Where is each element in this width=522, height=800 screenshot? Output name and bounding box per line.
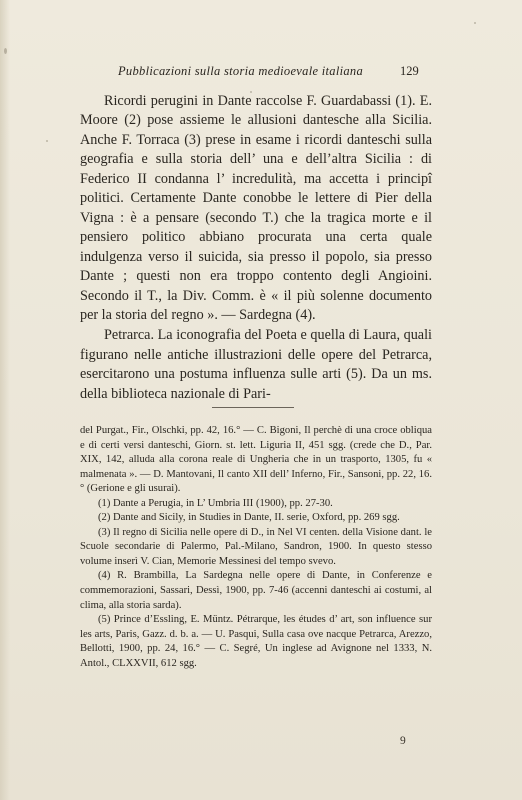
- paragraph: Ricordi perugini in Dante raccolse F. Guardabassi (1). E. Moore (2) pose assieme le allusioni dantesche alla Sicilia. Anche F. Torraca (3) prese in esame i ricordi danteschi sulla geografia e sulla storia dell’ una e dell’altra Sicilia : di Federico II condanna l’ incredulità, ma accetta i principî politici. Certamente Dante conobbe le lettere di Pier della Vigna : è a pensare (secondo T.) che la tragica morte e il pensiero politico abbiano procurata una certa quale indulgenza verso il suicida, sia presso il popolo, sia presso Dante ; questi non era troppo contento degli Angioini. Secondo il T., la Div. Comm. è « il più solenne documento per la storia del regno ». — Sardegna (4).: [80, 93, 432, 323]
- running-header: Pubblicazioni sulla storia medioevale italiana: [118, 64, 364, 78]
- paragraph: Petrarca. La iconografia del Poeta e quella di Laura, quali figurano nelle antiche illustrazioni delle opere del Petrarca, esercitarono una postuma influenza sulle arti (5). Da un ms. della biblioteca nazionale di Pari-: [80, 327, 432, 402]
- main-text: [80, 92, 432, 404]
- footnotes: [80, 424, 432, 671]
- page-edge-shadow: [0, 0, 10, 800]
- footnote-continuation: del Purgat., Fir., Olschki, pp. 42, 16.° — C. Bigoni, Il perchè di una croce obliqua e di certi versi danteschi, Giorn. st. lett. Liguria II, 451 sgg. (crede che D., Par. XIX, 142, alluda alla corona reale di Ungheria che in un trasporto, 1305, fu « malmenata ». — D. Mantovani, Il canto XII dell’ Inferno, Fir., Sansoni, pp. 22, 16.° (Gerione e gli usurai).: [80, 425, 432, 495]
- paper-speck: [46, 140, 48, 142]
- paper-speck: [4, 48, 7, 54]
- footnote: (2) Dante and Sicily, in Studies in Dante, II. serie, Oxford, pp. 269 sgg.: [98, 512, 400, 524]
- footnote-separator: [212, 407, 294, 408]
- page-number: 129: [400, 64, 419, 78]
- footnote: (1) Dante a Perugia, in L’ Umbria III (1900), pp. 27-30.: [98, 497, 333, 509]
- paper-speck: [474, 22, 476, 24]
- signature-mark: 9: [400, 735, 406, 747]
- footnote: (5) Prince d’Essling, E. Müntz. Pétrarque, les études d’ art, son influence sur les arts, Paris, Gazz. d. b. a. — U. Pasqui, Sulla casa ove nacque Petrarca, Arezzo, Bellotti, 1900, pp. 24, 16.° — C. Segré, Un inglese ad Avignone nel 1333, N. Antol., CLXXVII, 612 sgg.: [80, 614, 432, 669]
- footnote: (4) R. Brambilla, La Sardegna nelle opere di Dante, in Conferenze e commemorazioni, Sassari, Dessì, 1900, pp. 7-46 (accenni danteschi ai costumi, al clima, alla storia sarda).: [80, 570, 432, 611]
- footnote: (3) Il regno di Sicilia nelle opere di D., in Nel VI centen. della Visione dant. le Scuole secondarie di Palermo, Pal.-Milano, Sandron, 1900. In questo stesso volume inserì V. Cian, Memorie Messinesi del tempo svevo.: [80, 526, 432, 567]
- paper-speck: [250, 91, 252, 93]
